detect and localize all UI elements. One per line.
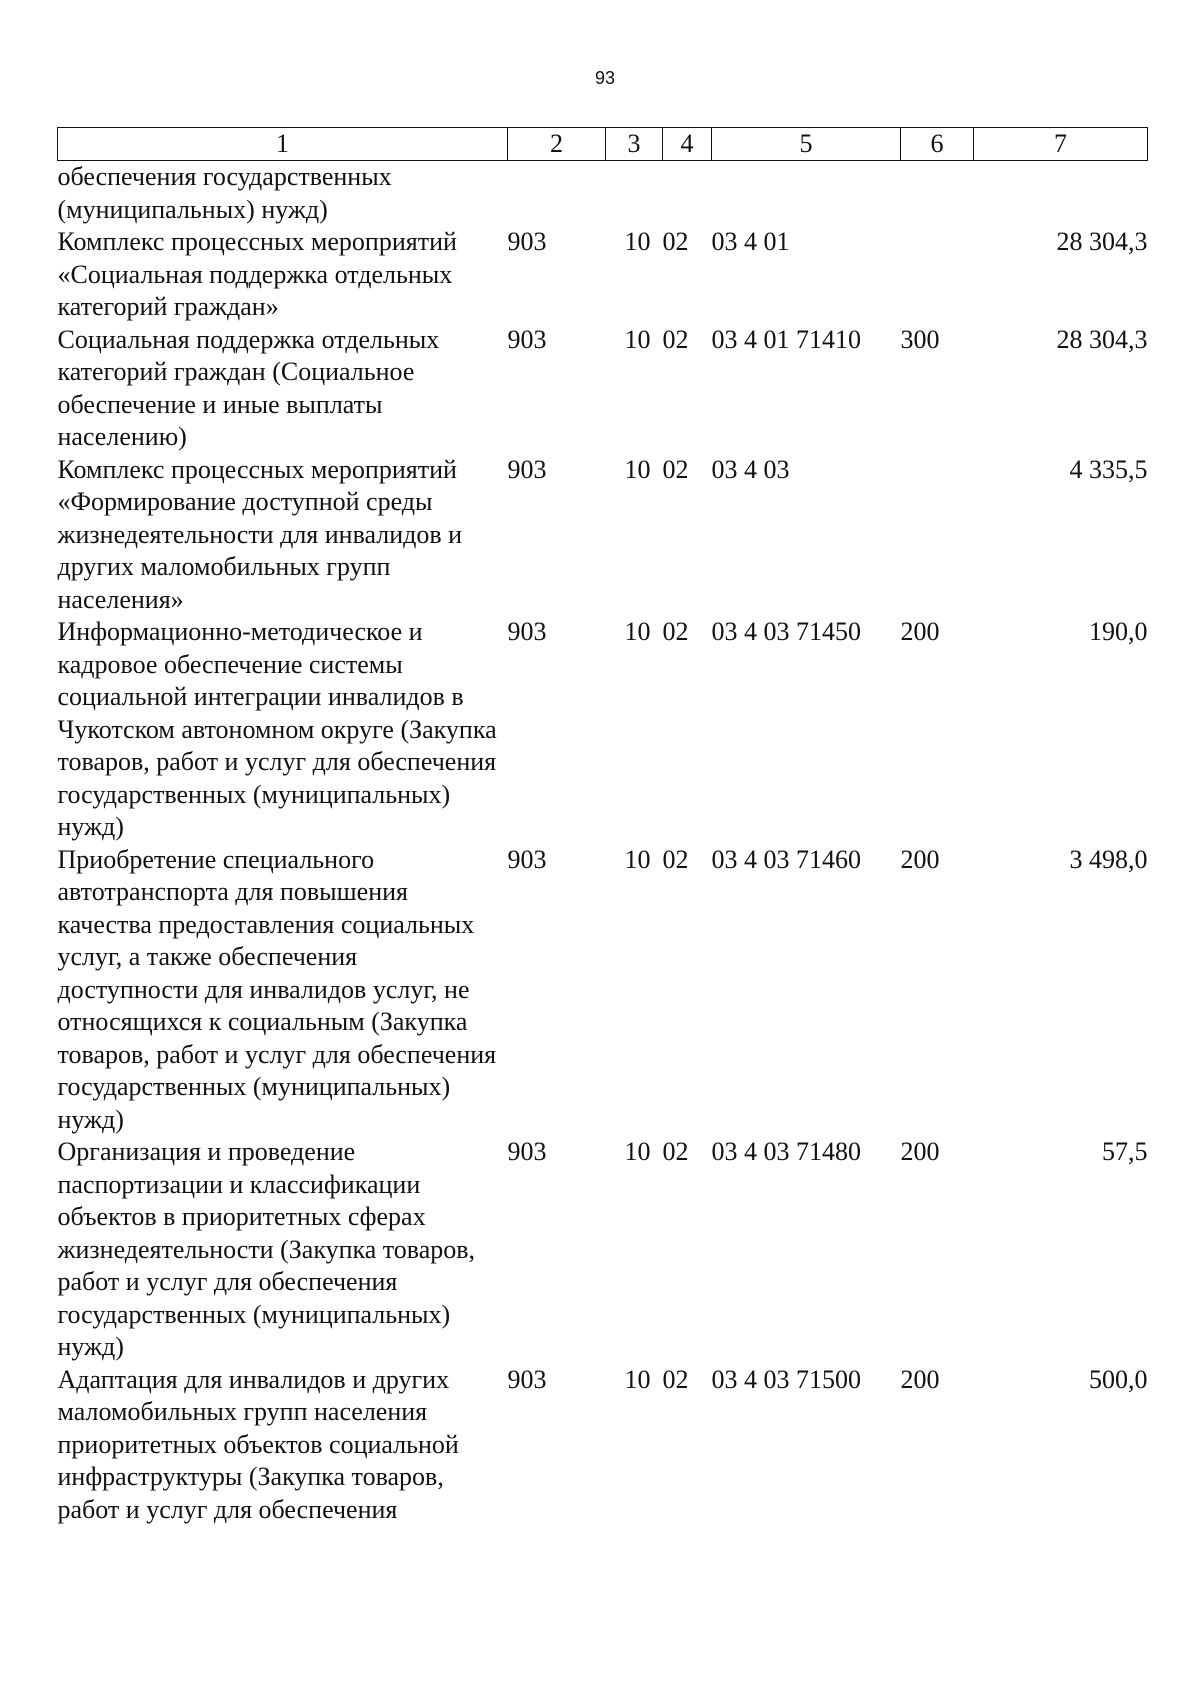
row-pr: 02 [662,617,689,646]
row-csr [712,161,901,227]
column-header-6: 6 [901,128,974,161]
row-pr: 02 [662,454,689,484]
row-name: Социальная поддержка отдельных категорий граждан (Социальное обеспечение и иные выплаты населению) [57,324,440,451]
row-name: Организация и проведение паспортизации и классификации объектов в приоритетных сферах жизнедеятельности (Закупка товаров, работ и услуг для обеспечения государственных (муниципальных) нужд) [57,1137,476,1361]
row-sum: 57,5 [1102,1137,1148,1166]
row-vr: 200 [900,1364,940,1394]
row-vr [901,226,974,324]
column-header-7: 7 [974,128,1148,161]
row-csr: 03 4 01 [711,227,790,256]
row-pr: 02 [662,844,689,874]
row-gr: 903 [507,454,547,484]
column-header-1: 1 [58,128,508,161]
row-name: Комплекс процессных мероприятий «Формирование доступной среды жизнедеятельности для инвалидов и других маломобильных групп населения» [57,454,463,614]
row-name: обеспечения государственных (муниципальных) нужд) [57,162,392,224]
row-vr [901,454,974,617]
row-csr: 03 4 03 71460 [711,844,861,874]
row-rz [606,161,663,227]
row-sum: 3 498,0 [1069,844,1148,874]
row-rz: 10 [624,324,651,354]
row-rz: 10 [624,454,651,484]
row-pr [663,161,712,227]
row-gr: 903 [507,1364,547,1394]
row-vr: 300 [900,324,940,354]
row-sum: 4 335,5 [1069,454,1148,484]
row-vr: 200 [900,1137,940,1166]
row-sum: 28 304,3 [1056,227,1148,256]
page-number: 93 [594,68,616,88]
table-row [58,324,1148,454]
row-gr: 903 [507,617,547,646]
row-sum [974,161,1148,227]
table-row [58,454,1148,617]
row-sum: 500,0 [1089,1364,1148,1394]
row-vr: 200 [900,844,940,874]
table-row [58,844,1148,1137]
row-pr: 02 [662,1364,689,1394]
row-name: Информационно-методическое и кадровое обеспечение системы социальной интеграции инвалидов в Чукотском автономном округе (Закупка товаров, работ и услуг для обеспечения государственных (муниципальных) нужд) [57,617,497,841]
row-pr: 02 [662,1137,689,1166]
row-csr: 03 4 03 71450 [711,617,861,646]
row-rz: 10 [624,617,651,646]
column-header-3: 3 [606,128,663,161]
table-row [58,161,1148,227]
header-row [58,128,1148,161]
row-csr: 03 4 03 71500 [711,1364,861,1394]
table-row [58,1364,1148,1527]
column-header-5: 5 [712,128,901,161]
row-gr: 903 [507,1137,547,1166]
row-rz: 10 [624,844,651,874]
row-csr: 03 4 03 [711,454,790,484]
row-gr: 903 [507,324,547,354]
column-header-2: 2 [508,128,606,161]
row-rz: 10 [624,1137,651,1166]
row-name: Адаптация для инвалидов и других маломобильных групп населения приоритетных объектов социальной инфраструктуры (Закупка товаров, работ и услуг для обеспечения [57,1364,459,1524]
column-header-4: 4 [663,128,712,161]
table-header [58,128,1148,161]
row-rz: 10 [624,1364,651,1394]
table-row [58,616,1148,844]
budget-table [57,127,1148,1526]
table-row [58,1136,1148,1364]
table-body [58,161,1148,1527]
row-sum: 28 304,3 [1056,324,1148,354]
row-gr: 903 [507,844,547,874]
row-pr: 02 [662,324,689,354]
table-row [58,226,1148,324]
row-vr [901,161,974,227]
row-name: Приобретение специального автотранспорта для повышения качества предоставления социальных услуг, а также обеспечения доступности для инвалидов услуг, не относящихся к социальным (Закупка товаров, работ и услуг для обеспечения государственных (муниципальных) нужд) [57,844,497,1134]
row-csr: 03 4 01 71410 [711,324,861,354]
row-gr: 903 [507,227,547,256]
row-pr: 02 [662,227,689,256]
row-rz: 10 [624,227,651,256]
row-vr: 200 [900,617,940,646]
row-name: Комплекс процессных мероприятий «Социальная поддержка отдельных категорий граждан» [57,227,457,321]
row-csr: 03 4 03 71480 [711,1137,861,1166]
row-gr [508,161,606,227]
row-sum: 190,0 [1089,617,1148,646]
